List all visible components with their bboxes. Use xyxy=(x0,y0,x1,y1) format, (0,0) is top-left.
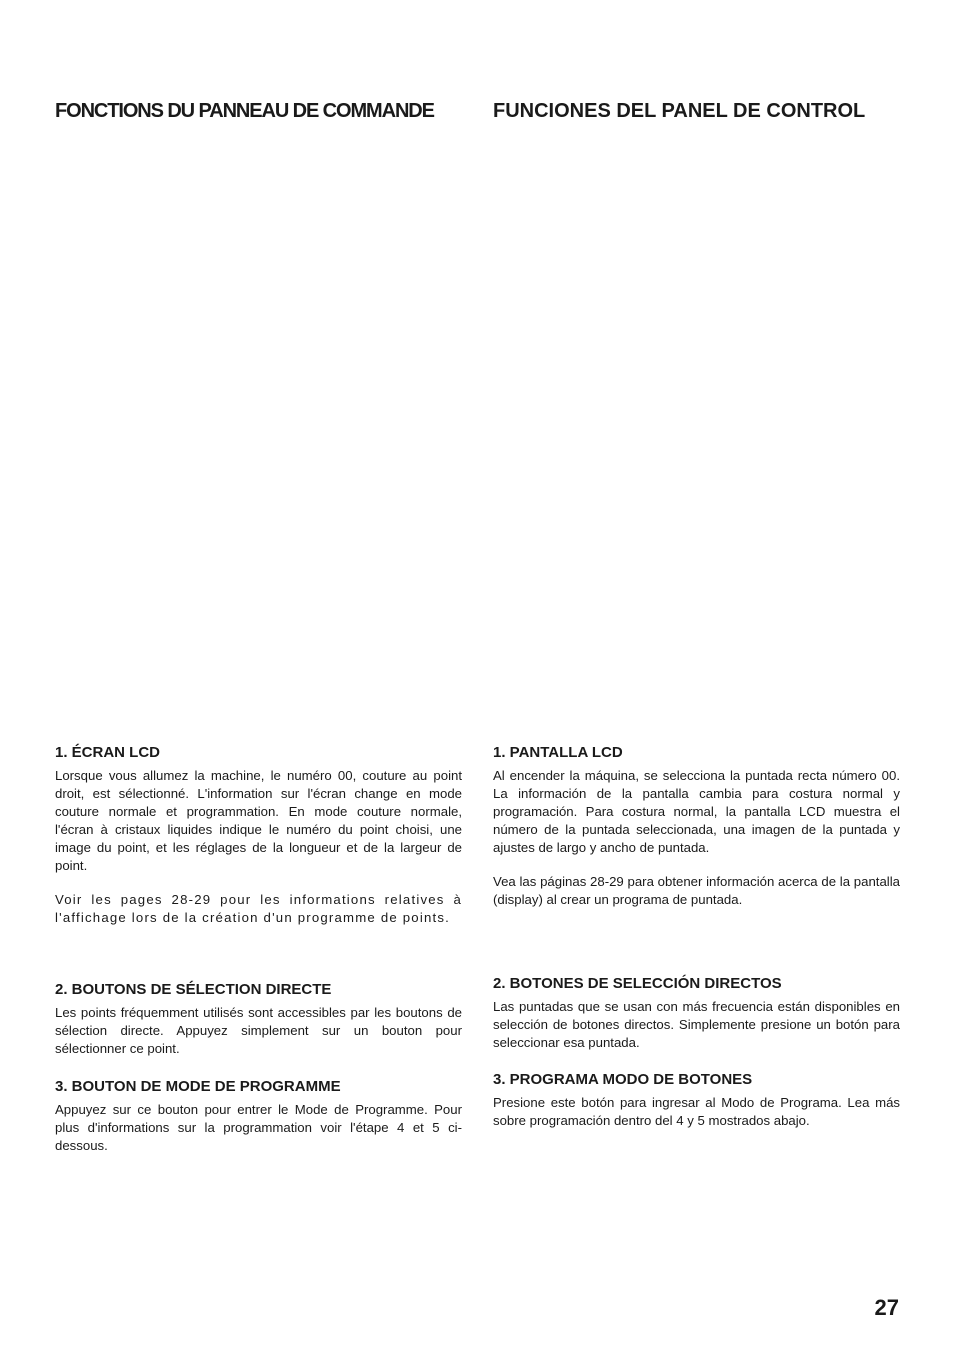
section-heading: 1. ÉCRAN LCD xyxy=(55,744,161,761)
page-number: 27 xyxy=(874,1295,899,1320)
page-title-french: FONCTIONS DU PANNEAU DE COMMANDE xyxy=(55,100,434,122)
section-lcd-screen-french xyxy=(55,744,462,927)
section-paragraph: Lorsque vous allumez la machine, le numéro 00, couture au point droit, est sélectionné. L'information sur l'écran change en mode couture normale et programmation. En mode couture normale, l'écran à cristaux liquides indique le numéro du point choisi, une image du point, et les réglages de la longueur et de la largeur de point. xyxy=(55,768,462,873)
section-paragraph: Les points fréquemment utilisés sont accessibles par les boutons de sélection directe. Appuyez simplement sur un bouton pour sélectionner ce point. xyxy=(55,1005,462,1056)
section-heading: 1. PANTALLA LCD xyxy=(493,744,623,761)
section-direct-select-spanish xyxy=(493,975,900,1052)
section-paragraph: Appuyez sur ce bouton pour entrer le Mode de Programme. Pour plus d'informations sur la programmation voir l'étape 4 et 5 ci-dessous. xyxy=(55,1102,462,1153)
section-paragraph: Las puntadas que se usan con más frecuencia están disponibles en selección de botones directos. Simplemente presione un botón para seleccionar esa puntada. xyxy=(493,999,900,1050)
section-program-mode-spanish xyxy=(493,1071,900,1130)
section-paragraph: Al encender la máquina, se selecciona la puntada recta número 00. La información de la pantalla cambia para costura normal y programación. Para costura normal, la pantalla LCD muestra el número de la puntada seleccionada, una imagen de la puntada y ajustes de largo y ancho de puntada. xyxy=(493,768,900,855)
section-heading: 3. BOUTON DE MODE DE PROGRAMME xyxy=(55,1078,341,1095)
section-lcd-screen-spanish xyxy=(493,744,900,909)
section-paragraph: Vea las páginas 28-29 para obtener información acerca de la pantalla (display) al crear un programa de puntada. xyxy=(493,874,900,907)
section-program-mode-french xyxy=(55,1078,462,1155)
section-paragraph: Voir les pages 28-29 pour les informations relatives à l'affichage lors de la création d'un programme de points. xyxy=(55,892,462,925)
section-heading: 2. BOTONES DE SELECCIÓN DIRECTOS xyxy=(493,975,782,992)
page-title-spanish: FUNCIONES DEL PANEL DE CONTROL xyxy=(493,100,866,122)
section-heading: 3. PROGRAMA MODO DE BOTONES xyxy=(493,1071,753,1088)
section-paragraph: Presione este botón para ingresar al Modo de Programa. Lea más sobre programación dentro del 4 y 5 mostrados abajo. xyxy=(493,1095,900,1128)
section-direct-select-french xyxy=(55,981,462,1058)
section-heading: 2. BOUTONS DE SÉLECTION DIRECTE xyxy=(55,981,332,998)
